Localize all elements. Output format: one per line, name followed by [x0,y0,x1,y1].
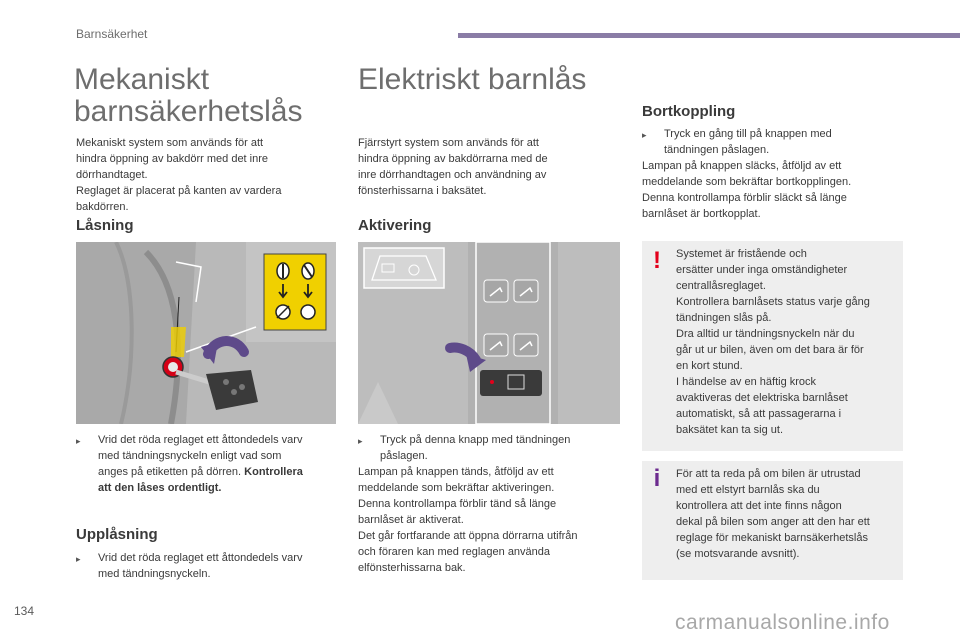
text-line: Lampan på knappen släcks, åtföljd av ett [642,160,842,172]
warning-line: I händelse av en häftig krock [676,376,817,388]
bullet-arrow-icon: ▸ [642,130,647,140]
page-title-electric: Elektriskt barnlås [358,63,587,96]
text-line: meddelande som bekräftar aktiveringen. [358,482,555,494]
bullet-line: Tryck på denna knapp med tändningen [380,434,571,446]
text-line: Lampan på knappen tänds, åtföljd av ett [358,466,554,478]
info-line: med ett elstyrt barnlås ska du [676,484,820,496]
warning-exclamation-icon: ! [653,247,661,274]
activation-heading: Aktivering [358,217,432,234]
text-line: Denna kontrollampa förblir släckt så länge [642,192,847,204]
header-accent-bar [458,33,960,38]
info-icon: i [653,465,661,492]
info-line: kontrollera att det inte finns någon [676,500,842,512]
info-box [642,461,903,580]
intro-line: fönsterhissarna i baksätet. [358,185,487,197]
warning-line: tändningen slås på. [676,312,772,324]
intro-line: dörrhandtaget. [76,169,148,181]
activation-bullet [358,432,620,576]
page-title-mechanical [74,64,302,128]
title-line-1: Mekaniskt [74,63,210,96]
warning-line: en kort stund. [676,360,743,372]
warning-text [676,246,900,438]
text-line: barnlåset är aktiverat. [358,514,464,526]
bullet-arrow-icon: ▸ [358,436,363,446]
warning-line: automatiskt, så att passagerarna i [676,408,842,420]
bullet-line: med tändningsnyckeln. [98,568,211,580]
check-lock-emphasis-2: att den låses ordentligt. [98,482,222,494]
text-line: elfönsterhissarna bak. [358,562,466,574]
intro-line: hindra öppning av bakdörr med det inre [76,153,269,165]
bullet-line: anges på etiketten på dörren. [98,466,245,478]
bullet-line: påslagen. [380,450,428,462]
bullet-line: Vrid det röda reglaget ett åttondedels varv [98,434,303,446]
info-line: (se motsvarande avsnitt). [676,548,800,560]
bullet-line: med tändningsnyckeln enligt vad som [98,450,282,462]
intro-line: hindra öppning av bakdörrarna med de [358,153,548,165]
bullet-arrow-icon: ▸ [76,436,81,446]
text-line: barnlåset är bortkopplat. [642,208,761,220]
bullet-line: Vrid det röda reglaget ett åttondedels varv [98,552,303,564]
locking-heading: Låsning [76,217,134,234]
page-number: 134 [14,604,35,618]
unlocking-bullet [76,550,336,582]
info-text [676,466,900,562]
electric-intro [358,135,608,199]
warning-line: går ut ur bilen, även om det bara är för [676,344,864,356]
warning-line: avaktiveras det elektriska barnlåset [676,392,848,404]
warning-line: baksätet kan ta sig ut. [676,424,784,436]
locking-bullet [76,432,336,496]
door-child-lock-illustration [76,242,336,424]
bullet-line: Tryck en gång till på knappen med [664,128,832,140]
bullet-arrow-icon: ▸ [76,554,81,564]
intro-line: Mekaniskt system som används för att [76,137,264,149]
warning-line: Dra alltid ur tändningsnyckeln när du [676,328,855,340]
intro-line: Reglaget är placerat på kanten av vardera [76,185,282,197]
warning-box [642,241,903,451]
warning-line: Kontrollera barnlåsets status varje gång [676,296,870,308]
warning-line: ersätter under inga omständigheter [676,264,848,276]
window-switch-panel-illustration [358,242,620,424]
unlocking-heading: Upplåsning [76,526,158,543]
info-line: dekal på bilen som anger att den har ett [676,516,870,528]
warning-line: Systemet är fristående och [676,248,807,260]
title-line-2: barnsäkerhetslås [74,95,303,128]
watermark: carmanualsonline.info [675,611,890,634]
deactivation-heading: Bortkoppling [642,103,736,120]
text-line: Det går fortfarande att öppna dörrarna utifrån [358,530,578,542]
check-lock-emphasis: Kontrollera [244,466,303,478]
bullet-line: tändningen påslagen. [664,144,770,156]
intro-line: bakdörren. [76,201,129,213]
mechanical-intro [76,135,326,215]
text-line: meddelande som bekräftar bortkopplingen. [642,176,852,188]
section-label: Barnsäkerhet [76,27,148,41]
text-line: och föraren kan med reglagen använda [358,546,551,558]
deactivation-content [642,126,904,222]
intro-line: inre dörrhandtagen och användning av [358,169,547,181]
text-line: Denna kontrollampa förblir tänd så länge [358,498,557,510]
intro-line: Fjärrstyrt system som används för att [358,137,539,149]
warning-line: centrallåsreglaget. [676,280,766,292]
info-line: reglage för mekaniskt barnsäkerhetslås [676,532,868,544]
info-line: För att ta reda på om bilen är utrustad [676,468,861,480]
